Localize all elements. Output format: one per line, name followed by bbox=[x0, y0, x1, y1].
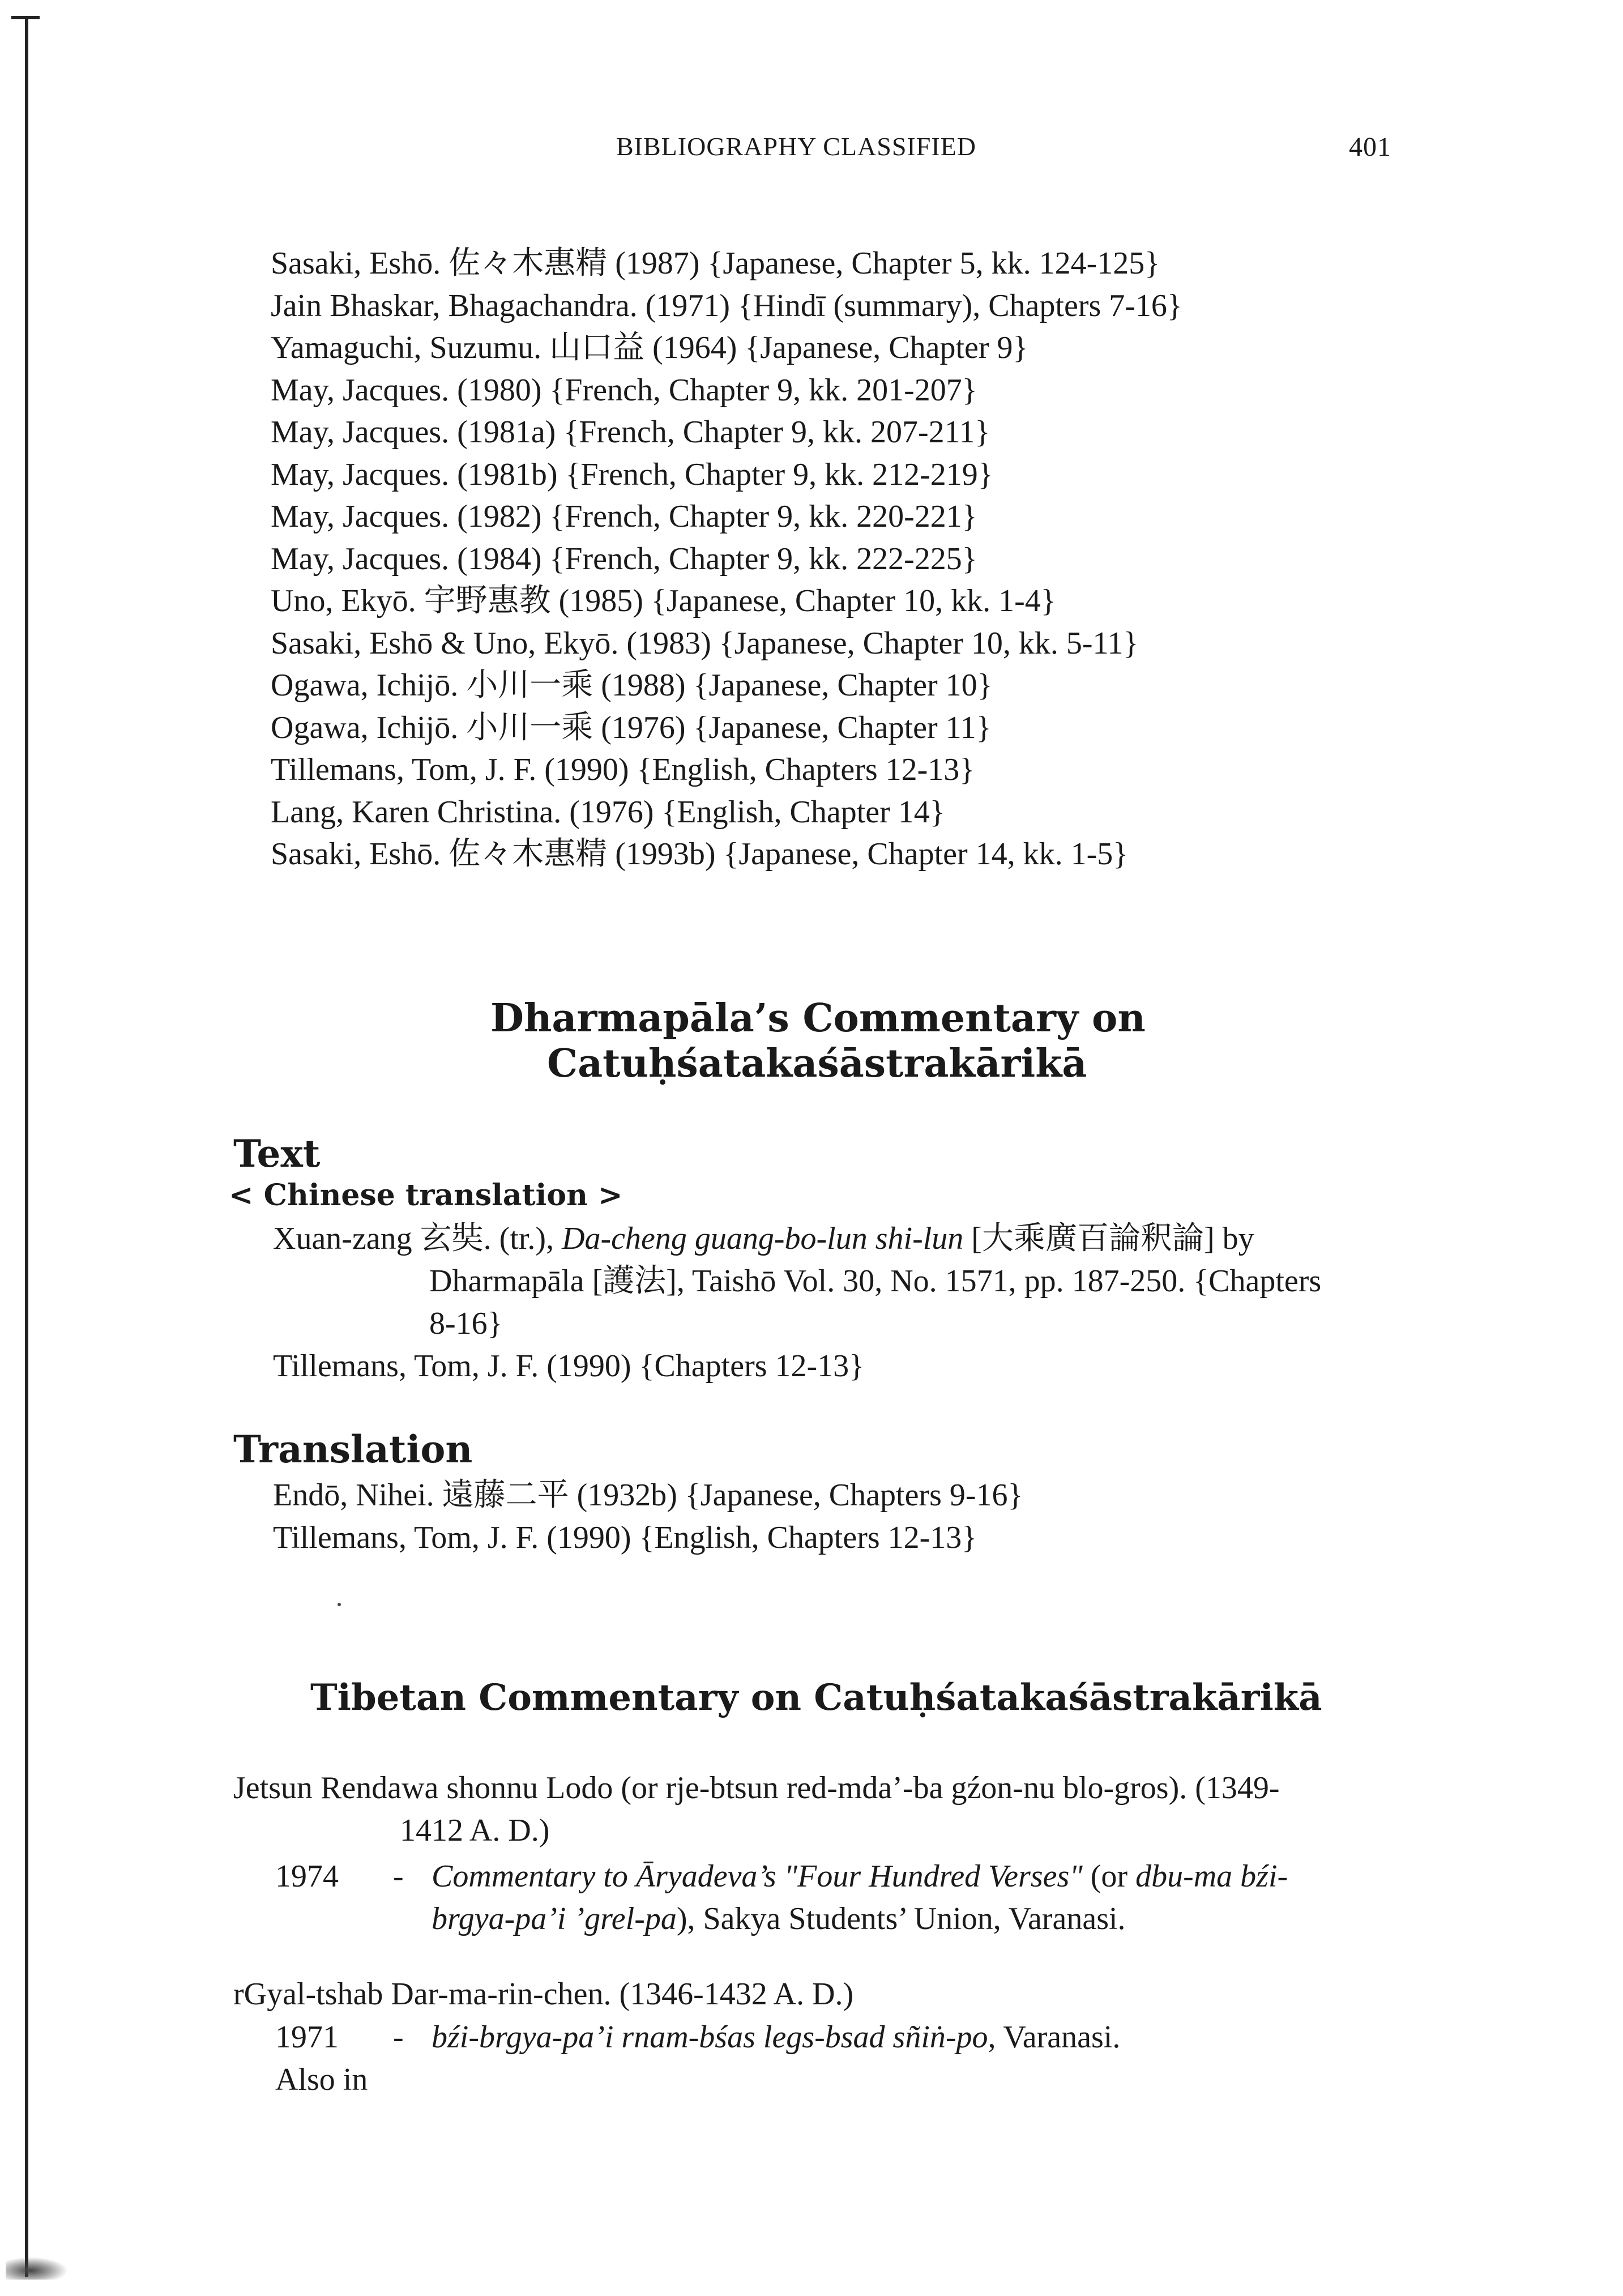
translation-list-item: Yamaguchi, Suzumu. 山口益 (1964) {Japanese, Chapter 9} bbox=[271, 330, 1028, 365]
rgyal-author-line: rGyal-tshab Dar-ma-rin-chen. (1346-1432 A. D.) bbox=[233, 1977, 854, 2012]
translation-list-item: May, Jacques. (1984) {French, Chapter 9, kk. 222-225} bbox=[271, 541, 977, 577]
jetsun-tibetan-title-part2: brgya-pa’i ’grel-pa bbox=[432, 1901, 677, 1936]
chinese-translation-label: < Chinese translation > bbox=[229, 1178, 623, 1213]
binding-edge-line bbox=[25, 17, 28, 2277]
translation-list-item: Ogawa, Ichijō. 小川一乘 (1988) {Japanese, Chapter 10} bbox=[271, 668, 993, 703]
jetsun-publisher: ), Sakya Students’ Union, Varanasi. bbox=[676, 1901, 1126, 1936]
jetsun-author-line2: 1412 A. D.) bbox=[400, 1813, 550, 1848]
xuanzang-chinese-title: [大乘廣百論釈論] by bbox=[963, 1221, 1254, 1256]
xuanzang-entry-line1 bbox=[273, 1218, 1254, 1260]
rgyal-dash: - bbox=[393, 2020, 404, 2055]
text-tillemans-entry: Tillemans, Tom, J. F. (1990) {Chapters 12-13} bbox=[273, 1348, 865, 1384]
jetsun-author-line1: Jetsun Rendawa shonnu Lodo (or rje-btsun red-mda’-ba gźon-nu blo-gros). (1349- bbox=[233, 1770, 1280, 1806]
translation-list-item: May, Jacques. (1980) {French, Chapter 9, kk. 201-207} bbox=[271, 372, 977, 408]
jetsun-year: 1974 bbox=[275, 1859, 339, 1894]
translation-list-item: Sasaki, Eshō. 佐々木惠精 (1987) {Japanese, Chapter 5, kk. 124-125} bbox=[271, 246, 1160, 281]
translation-list-item: Ogawa, Ichijō. 小川一乘 (1976) {Japanese, Chapter 11} bbox=[271, 710, 992, 745]
text-heading: Text bbox=[233, 1132, 321, 1176]
jetsun-or: (or bbox=[1082, 1859, 1136, 1894]
dharmapala-translation-list bbox=[273, 1474, 1023, 1559]
jetsun-dash: - bbox=[393, 1859, 404, 1894]
running-head-title: BIBLIOGRAPHY CLASSIFIED bbox=[616, 132, 976, 161]
jetsun-work-line2 bbox=[432, 1898, 1126, 1940]
rgyal-place: , Varanasi. bbox=[988, 2020, 1121, 2055]
rgyal-work-title: bźi-brgya-pa’i rnam-bśas legs-bsad sñiṅ-po bbox=[432, 2020, 988, 2055]
jetsun-work-title: Commentary to Āryadeva’s "Four Hundred Verses" bbox=[432, 1859, 1083, 1894]
xuanzang-entry-line3: 8-16} bbox=[429, 1306, 503, 1341]
translation-list-item: Lang, Karen Christina. (1976) {English, Chapter 14} bbox=[271, 794, 945, 830]
translation-list-item: May, Jacques. (1981b) {French, Chapter 9, kk. 212-219} bbox=[271, 456, 993, 492]
dharmapala-translation-item: Endō, Nihei. 遠藤二平 (1932b) {Japanese, Chapters 9-16} bbox=[273, 1478, 1023, 1513]
translation-list-item: Sasaki, Eshō & Uno, Ekyō. (1983) {Japanese, Chapter 10, kk. 5-11} bbox=[271, 625, 1139, 661]
translation-list-item: Jain Bhaskar, Bhagachandra. (1971) {Hindī (summary), Chapters 7-16} bbox=[271, 288, 1182, 323]
translation-list bbox=[271, 242, 1182, 876]
dharmapala-title-line1: Dharmapāla’s Commentary on bbox=[490, 996, 1146, 1041]
translation-list-item: Uno, Ekyō. 宇野惠教 (1985) {Japanese, Chapter 10, kk. 1-4} bbox=[271, 583, 1056, 618]
translation-heading: Translation bbox=[233, 1427, 473, 1471]
xuanzang-author: Xuan-zang 玄奘. (tr.), bbox=[273, 1221, 562, 1256]
dharmapala-title-line2: Catuḥśatakaśāstrakārikā bbox=[547, 1041, 1087, 1086]
xuanzang-work-title: Da-cheng guang-bo-lun shi-lun bbox=[562, 1221, 964, 1256]
rgyal-year: 1971 bbox=[275, 2020, 339, 2055]
xuanzang-entry-line2: Dharmapāla [護法], Taishō Vol. 30, No. 1571, pp. 187-250. {Chapters bbox=[429, 1264, 1322, 1299]
tibetan-section-title: Tibetan Commentary on Catuḥśatakaśāstrakārikā bbox=[310, 1676, 1322, 1719]
translation-list-item: Tillemans, Tom, J. F. (1990) {English, Chapters 12-13} bbox=[271, 752, 975, 787]
rgyal-work-line bbox=[432, 2016, 1120, 2058]
translation-list-item: Sasaki, Eshō. 佐々木惠精 (1993b) {Japanese, Chapter 14, kk. 1-5} bbox=[271, 837, 1129, 872]
dharmapala-translation-item: Tillemans, Tom, J. F. (1990) {English, Chapters 12-13} bbox=[273, 1520, 977, 1555]
stray-mark bbox=[338, 1603, 341, 1606]
binding-smudge bbox=[6, 2257, 68, 2280]
translation-list-item: May, Jacques. (1982) {French, Chapter 9, kk. 220-221} bbox=[271, 499, 977, 534]
page-number: 401 bbox=[1349, 132, 1391, 162]
jetsun-tibetan-title-part1: dbu-ma bźi- bbox=[1135, 1859, 1288, 1894]
jetsun-work-line1 bbox=[432, 1855, 1288, 1897]
translation-list-item: May, Jacques. (1981a) {French, Chapter 9, kk. 207-211} bbox=[271, 415, 990, 450]
rgyal-also-in: Also in bbox=[275, 2062, 368, 2097]
